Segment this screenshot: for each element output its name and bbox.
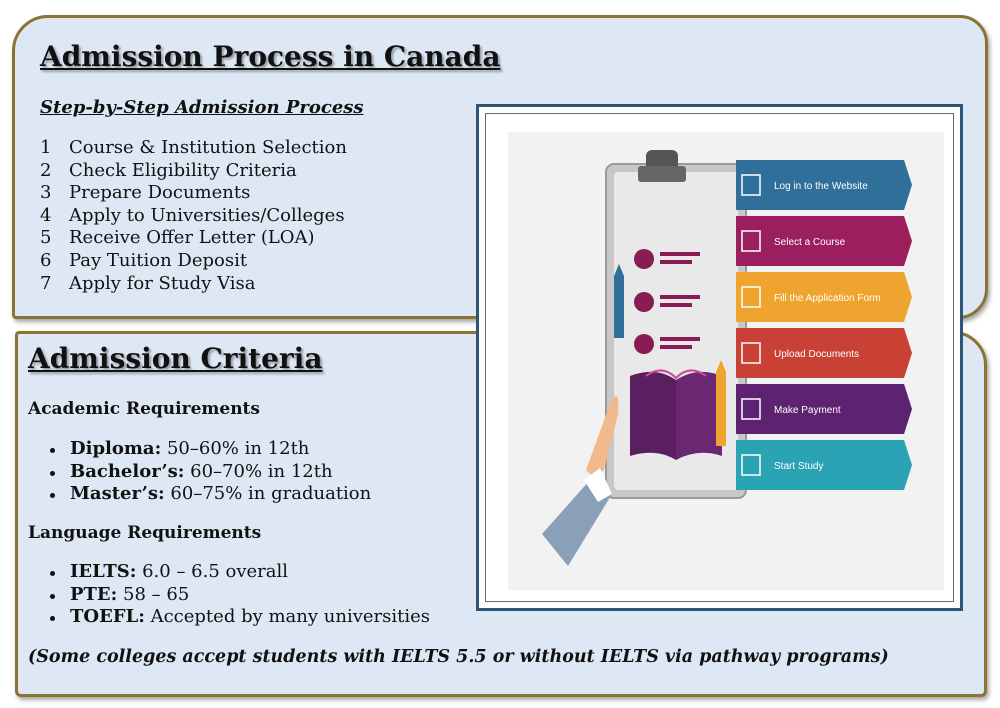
list-item: 5 Receive Offer Letter (LOA): [40, 227, 315, 249]
orange-pencil-icon: [716, 360, 726, 446]
step-banner-label: Start Study: [774, 461, 824, 472]
list-item: Bachelor’s: 60–70% in 12th: [48, 461, 371, 484]
step-banner: [736, 160, 912, 210]
language-heading: Language Requirements: [28, 523, 262, 543]
list-item: 2 Check Eligibility Criteria: [40, 159, 297, 181]
step-banner-label: Fill the Application Form: [774, 293, 881, 304]
step-banner-label: Log in to the Website: [774, 181, 868, 192]
step-banner: [736, 384, 912, 434]
step-banner: [736, 216, 912, 266]
admission-steps-illustration: [476, 104, 963, 611]
academic-requirements-list: [48, 438, 371, 506]
process-subtitle: Step-by-Step Admission Process: [40, 97, 364, 118]
criteria-title: Admission Criteria: [28, 342, 323, 375]
list-item: Diploma: 50–60% in 12th: [48, 438, 371, 461]
illustration-inner-frame: [485, 113, 954, 602]
book-icon: [630, 370, 722, 460]
list-item: Master’s: 60–75% in graduation: [48, 483, 371, 506]
process-title: Admission Process in Canada: [40, 40, 501, 73]
list-item: 3 Prepare Documents: [40, 182, 251, 204]
pathway-note: (Some colleges accept students with IELTS 5.5 or without IELTS via pathway programs): [28, 647, 889, 667]
academic-heading: Academic Requirements: [28, 399, 260, 419]
list-item: TOEFL: Accepted by many universities: [48, 606, 430, 629]
list-item: 1 Course & Institution Selection: [40, 137, 347, 158]
list-item: 6 Pay Tuition Deposit: [40, 249, 248, 271]
clipboard-clip-base: [638, 166, 686, 182]
step-banner: [736, 328, 912, 378]
step-banner: [736, 440, 912, 490]
step-banner-body: [736, 440, 912, 490]
list-item: IELTS: 6.0 – 6.5 overall: [48, 561, 430, 584]
process-steps-list: [40, 137, 347, 295]
step-banner-label: Select a Course: [774, 237, 846, 248]
language-requirements-list: [48, 561, 430, 629]
list-item: 7 Apply for Study Visa: [40, 272, 256, 294]
step-banner-label: Make Payment: [774, 405, 841, 416]
list-item: 4 Apply to Universities/Colleges: [40, 204, 345, 226]
list-item: PTE: 58 – 65: [48, 584, 430, 607]
step-banner: [736, 272, 912, 322]
blue-pencil-icon: [614, 264, 624, 338]
step-banner-label: Upload Documents: [774, 349, 860, 360]
clipboard-illustration: [486, 114, 959, 607]
